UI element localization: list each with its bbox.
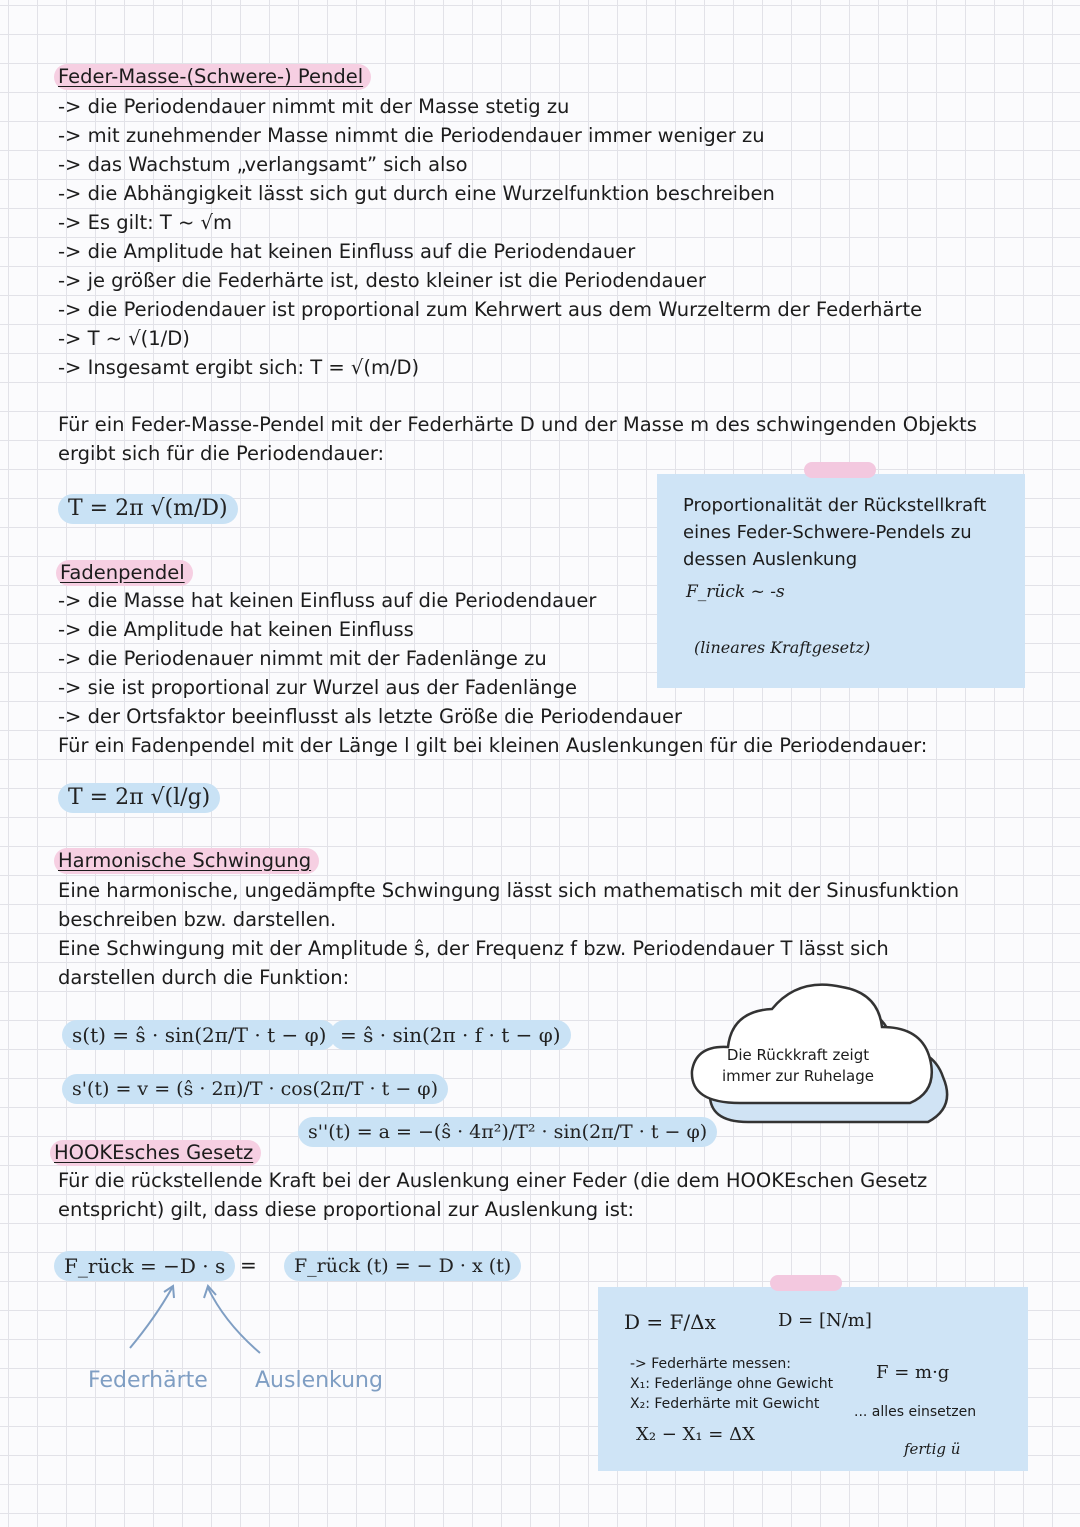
box-proportionalitaet-title [683,492,986,573]
formula-hooke-2: F_rück (t) = − D · x (t) [284,1251,521,1281]
cloud-text [713,1045,883,1087]
formula-feder-periodendauer: T = 2π √(m/D) [58,494,238,524]
feder-line-3: -> das Wachstum „verlangsamt” sich also [58,153,468,176]
box-proportionalitaet-tab [804,462,876,478]
hooke-arrows [110,1278,290,1358]
formula-hooke-1: F_rück = −D · s [54,1251,235,1281]
heading-hookesches-gesetz: HOOKEsches Gesetz [50,1140,261,1166]
box-federhaerte-line-3: X₂: Federhärte mit Gewicht [630,1396,820,1412]
feder-line-8: -> die Periodendauer ist proportional zum Kehrwert aus dem Wurzelterm der Federhärte [58,298,923,321]
heading-harmonische-schwingung: Harmonische Schwingung [54,848,319,874]
cloud-line-2: immer zur Ruhelage [722,1067,874,1085]
formula-s-t: s(t) = ŝ · sin(2π/T · t − φ) [62,1020,336,1050]
faden-line-4: -> sie ist proportional zur Wurzel aus der Fadenlänge [58,676,577,699]
hooke-text-2: entspricht) gilt, dass diese proportional zur Auslenkung ist: [58,1198,635,1221]
box-federhaerte-unit: D = [N/m] [778,1310,872,1331]
cloud-line-1: Die Rückkraft zeigt [726,1046,870,1064]
label-auslenkung: Auslenkung [255,1368,383,1393]
harmonisch-text-3: Eine Schwingung mit der Amplitude ŝ, der Frequenz f bzw. Periodendauer T lässt sich [58,937,889,960]
box-federhaerte-line-2: X₁: Federlänge ohne Gewicht [630,1376,834,1392]
feder-line-7: -> je größer die Federhärte ist, desto kleiner ist die Periodendauer [58,269,706,292]
box-title-line-3: dessen Auslenkung [683,549,858,570]
harmonisch-text-2: beschreiben bzw. darstellen. [58,908,337,931]
faden-intro: Für ein Fadenpendel mit der Länge l gilt bei kleinen Auslenkungen für die Periodendauer: [58,734,928,757]
box-title-line-1: Proportionalität der Rückstellkraft [683,495,987,516]
box-federhaerte-line-1: -> Federhärte messen: [630,1356,791,1372]
formula-fadenpendel: T = 2π √(l/g) [58,783,220,813]
faden-line-5: -> der Ortsfaktor beeinflusst als letzte Größe die Periodendauer [58,705,683,728]
box-federhaerte-delta: X₂ − X₁ = ΔX [636,1424,755,1445]
box-proportionalitaet-note: (lineares Kraftgesetz) [694,638,871,657]
box-proportionalitaet-formula: F_rück ~ -s [686,582,785,602]
heading-feder-masse-pendel: Feder-Masse-(Schwere-) Pendel [54,64,371,90]
box-federhaerte-done: fertig ü [904,1440,961,1458]
feder-intro-2: ergibt sich für die Periodendauer: [58,442,385,465]
feder-line-10: -> Insgesamt ergibt sich: T = √(m/D) [58,356,420,379]
box-federhaerte-tab [770,1275,842,1291]
faden-line-1: -> die Masse hat keinen Einfluss auf die Periodendauer [58,589,597,612]
feder-intro-1: Für ein Feder-Masse-Pendel mit der Federhärte D und der Masse m des schwingenden Objekts [58,413,977,436]
formula-hooke-equals: = [240,1253,257,1277]
feder-line-6: -> die Amplitude hat keinen Einfluss auf die Periodendauer [58,240,636,263]
box-title-line-2: eines Feder-Schwere-Pendels zu [683,522,972,543]
box-federhaerte-note: ... alles einsetzen [854,1404,977,1420]
faden-line-2: -> die Amplitude hat keinen Einfluss [58,618,414,641]
box-federhaerte-formula-f: F = m·g [876,1362,950,1383]
feder-line-2: -> mit zunehmender Masse nimmt die Periodendauer immer weniger zu [58,124,765,147]
box-federhaerte-steps [630,1354,833,1414]
hooke-text-1: Für die rückstellende Kraft bei der Auslenkung einer Feder (die dem HOOKEschen Gesetz [58,1169,928,1192]
formula-s-t-alt: = ŝ · sin(2π · f · t − φ) [330,1020,571,1050]
feder-line-4: -> die Abhängigkeit lässt sich gut durch eine Wurzelfunktion beschreiben [58,182,775,205]
formula-velocity: s'(t) = v = (ŝ · 2π)/T · cos(2π/T · t − φ) [62,1074,448,1104]
box-federhaerte-formula-d: D = F/Δx [624,1310,716,1334]
feder-line-9: -> T ~ √(1/D) [58,327,190,350]
label-federhaerte: Federhärte [88,1368,208,1393]
harmonisch-text-1: Eine harmonische, ungedämpfte Schwingung lässt sich mathematisch mit der Sinusfunktion [58,879,960,902]
faden-line-3: -> die Periodenauer nimmt mit der Fadenlänge zu [58,647,547,670]
heading-fadenpendel: Fadenpendel [56,560,193,586]
formula-acceleration: s''(t) = a = −(ŝ · 4π²)/T² · sin(2π/T · t − φ) [298,1117,717,1147]
harmonisch-text-4: darstellen durch die Funktion: [58,966,350,989]
feder-line-5: -> Es gilt: T ~ √m [58,211,232,234]
feder-line-1: -> die Periodendauer nimmt mit der Masse stetig zu [58,95,570,118]
